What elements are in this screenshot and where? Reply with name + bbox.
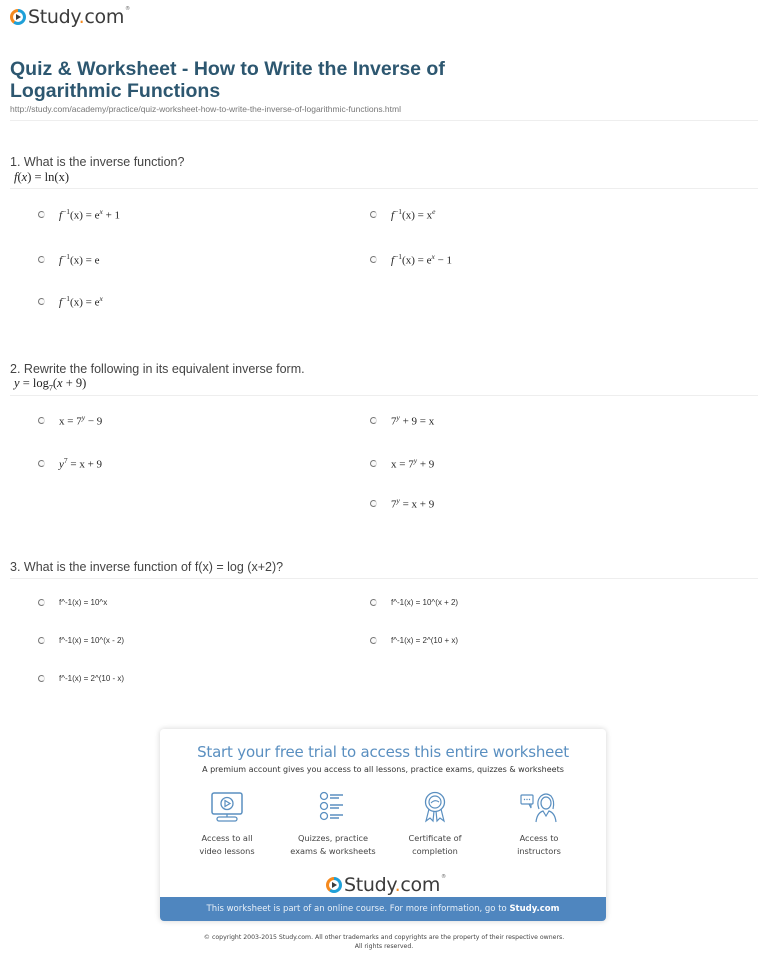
feature-video-lessons <box>172 791 282 858</box>
radio-button[interactable] <box>38 460 45 467</box>
feature-label: Quizzes, practice exams & worksheets <box>290 833 376 856</box>
radio-button[interactable] <box>370 500 377 507</box>
radio-button[interactable] <box>38 675 45 682</box>
question-3-text: 3. What is the inverse function of f(x) = log (x+2)? <box>10 560 284 574</box>
play-logo-icon <box>326 877 342 893</box>
question-1-text: 1. What is the inverse function? <box>10 155 185 169</box>
feature-certificate <box>380 791 490 858</box>
copyright-notice <box>0 933 768 951</box>
divider <box>10 120 758 121</box>
q1-option-d[interactable] <box>370 252 452 267</box>
radio-button[interactable] <box>370 256 377 263</box>
option-label: f^-1(x) = 10^(x + 2) <box>391 598 459 607</box>
page-url[interactable]: http://study.com/academy/practice/quiz-worksheet-how-to-write-the-inverse-of-logarithmic-functions.html <box>10 104 401 114</box>
quiz-list-icon <box>315 791 351 823</box>
option-label: $f^{-1}(x) = e^x + 1$ <box>59 207 121 222</box>
question-2-text: 2. Rewrite the following in its equivalent inverse form. <box>10 362 305 376</box>
option-label: f^-1(x) = 10^(x - 2) <box>59 636 125 645</box>
divider <box>10 578 758 579</box>
video-lesson-icon <box>209 791 245 823</box>
free-trial-promo <box>160 729 606 921</box>
copyright-line: © copyright 2003-2015 Study.com. All other trademarks and copyrights are the property of their respective owners. <box>203 934 565 941</box>
feature-label: Access to instructors <box>517 833 561 856</box>
radio-button[interactable] <box>370 460 377 467</box>
promo-title[interactable]: Start your free trial to access this entire worksheet <box>197 743 569 761</box>
q1-option-a[interactable] <box>38 207 120 222</box>
study-logo[interactable] <box>10 6 130 28</box>
q2-option-c[interactable] <box>38 456 102 471</box>
q3-option-e[interactable] <box>38 674 124 683</box>
feature-label: Access to all video lessons <box>199 833 255 856</box>
q3-option-a[interactable] <box>38 598 107 607</box>
q2-option-b[interactable] <box>370 413 434 428</box>
rights-line: All rights reserved. <box>354 943 414 950</box>
logo-text: Study.com® <box>344 874 446 896</box>
feature-label: Certificate of completion <box>408 833 462 856</box>
option-label: $7^y = x + 9$ <box>391 496 435 511</box>
option-label: $x = 7^y + 9$ <box>391 456 435 471</box>
radio-button[interactable] <box>370 599 377 606</box>
divider <box>10 395 758 396</box>
radio-button[interactable] <box>38 211 45 218</box>
option-label: $y^7 = x + 9$ <box>59 456 103 471</box>
radio-button[interactable] <box>38 599 45 606</box>
radio-button[interactable] <box>38 298 45 305</box>
option-label: $7^y + 9 = x$ <box>391 413 435 428</box>
promo-subtitle: A premium account gives you access to all lessons, practice exams, quizzes & worksheets <box>202 765 564 774</box>
radio-button[interactable] <box>370 417 377 424</box>
option-label: $f^{-1}(x) = x^e$ <box>391 207 436 222</box>
radio-button[interactable] <box>38 417 45 424</box>
q2-option-e[interactable] <box>370 496 434 511</box>
option-label: $x = 7^y - 9$ <box>59 413 103 428</box>
question-1-expression: f(x) = ln(x) <box>14 170 69 184</box>
q2-option-a[interactable] <box>38 413 102 428</box>
option-label: $f^{-1}(x) = e^x$ <box>59 294 103 309</box>
option-label: $f^{-1}(x) = e$ <box>59 252 100 267</box>
radio-button[interactable] <box>370 211 377 218</box>
option-label: $f^{-1}(x) = e^x - 1$ <box>391 252 453 267</box>
q1-option-b[interactable] <box>370 207 435 222</box>
q2-option-d[interactable] <box>370 456 434 471</box>
q1-option-c[interactable] <box>38 252 99 267</box>
radio-button[interactable] <box>38 637 45 644</box>
q1-option-e[interactable] <box>38 294 103 309</box>
play-logo-icon <box>10 9 26 25</box>
promo-info-bar: This worksheet is part of an online course. For more information, go to Study.com <box>160 897 606 921</box>
option-label: f^-1(x) = 2^(10 - x) <box>59 674 125 683</box>
q3-option-b[interactable] <box>370 598 458 607</box>
divider <box>10 188 758 189</box>
logo-text: Study.com® <box>28 6 130 28</box>
page-title: Quiz & Worksheet - How to Write the Inverse of Logarithmic Functions <box>10 58 445 102</box>
option-label: f^-1(x) = 10^x <box>59 598 108 607</box>
certificate-icon <box>417 791 453 823</box>
option-label: f^-1(x) = 2^(10 + x) <box>391 636 459 645</box>
q3-option-d[interactable] <box>370 636 458 645</box>
q3-option-c[interactable] <box>38 636 124 645</box>
feature-quizzes <box>278 791 388 858</box>
radio-button[interactable] <box>370 637 377 644</box>
study-logo[interactable] <box>326 874 446 896</box>
instructor-icon <box>519 791 559 823</box>
radio-button[interactable] <box>38 256 45 263</box>
feature-instructors <box>484 791 594 858</box>
study-link[interactable]: Study.com <box>509 904 560 914</box>
question-2-expression: $y = \log_7(x + 9)$ <box>14 376 87 393</box>
